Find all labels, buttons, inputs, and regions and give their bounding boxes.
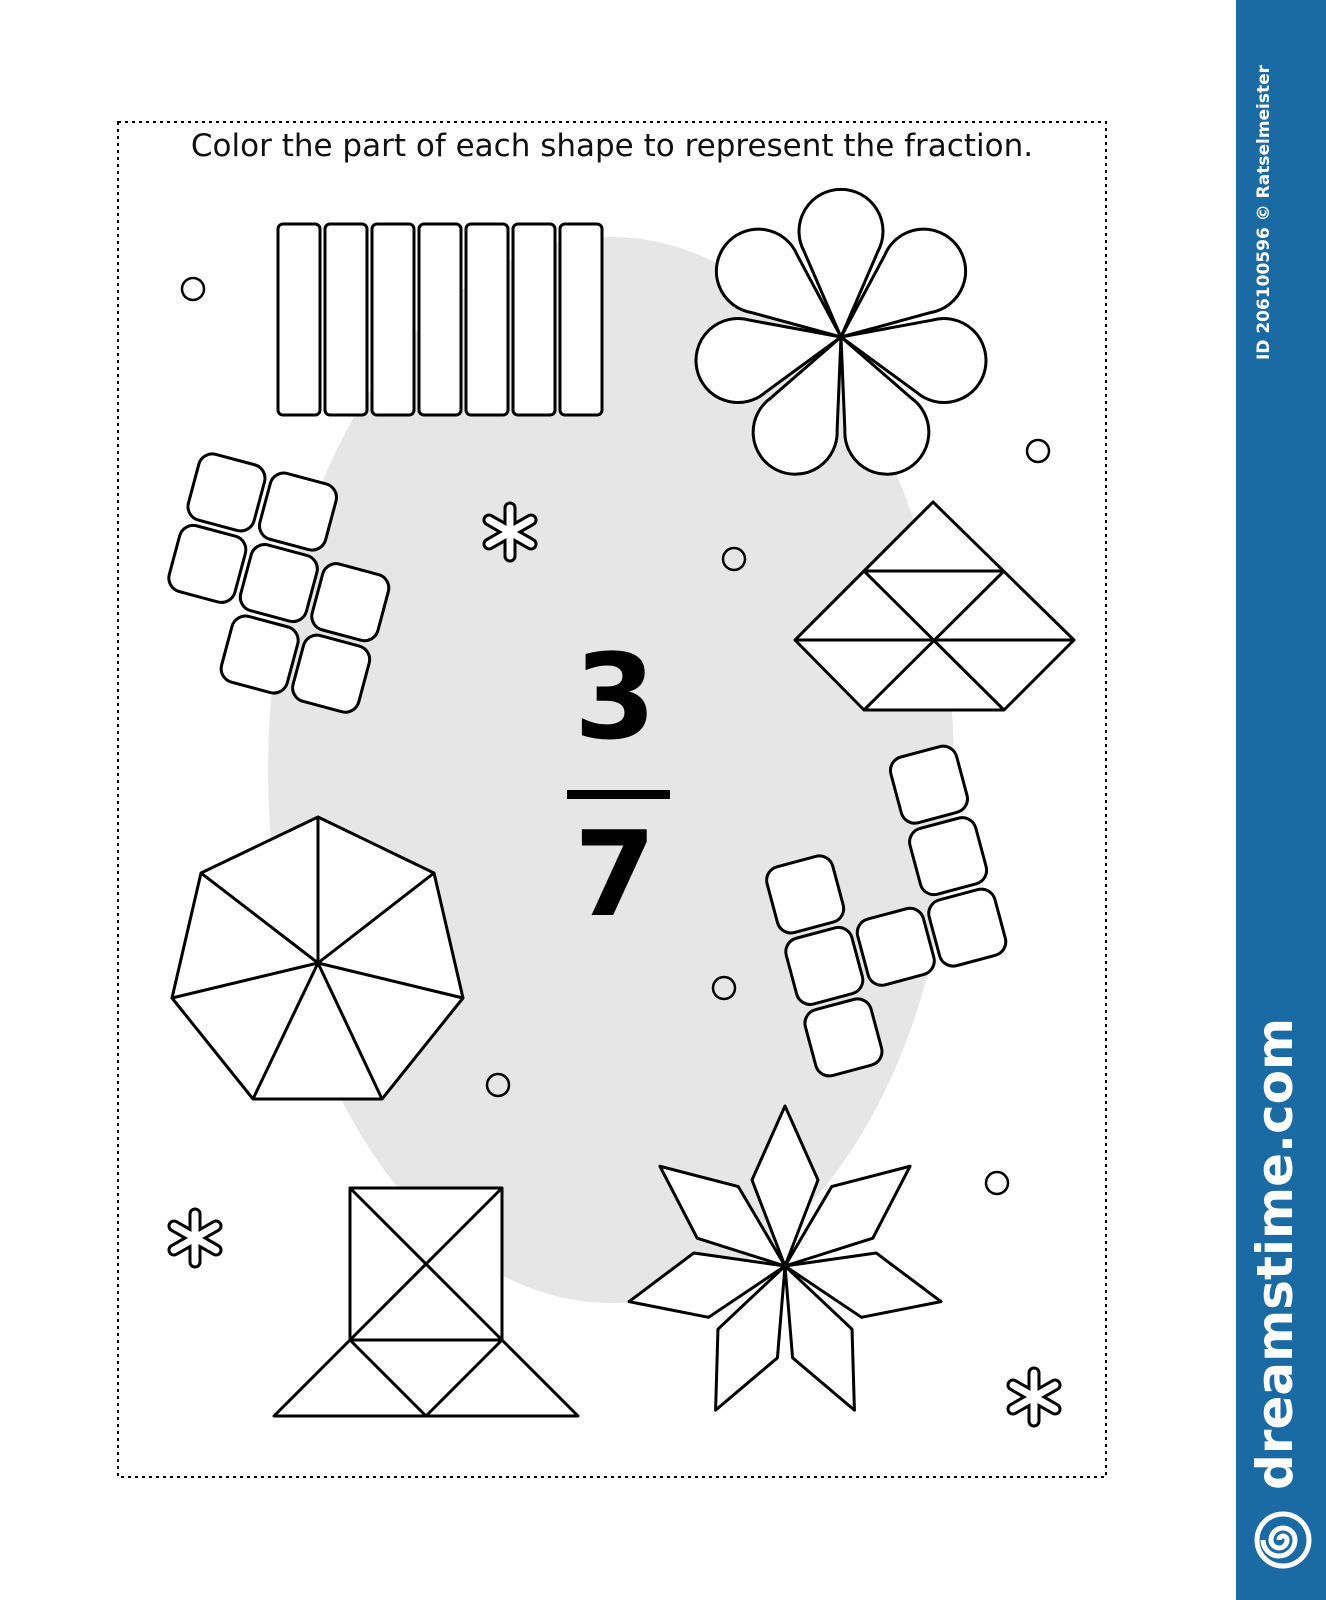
watermark-brand-text: dreamstime.com <box>1246 1017 1304 1490</box>
shape-vertical-bars <box>278 224 602 415</box>
watermark-id-text: ID 206100596 © Ratselmeister <box>1254 64 1274 360</box>
fraction-numerator: 3 <box>573 628 657 766</box>
watermark-id <box>1240 64 1274 361</box>
asterisk-icon <box>1013 1373 1055 1421</box>
instruction-text: Color the part of each shape to represent the fraction. <box>190 128 1034 164</box>
asterisk-icon <box>174 1214 216 1262</box>
watermark-brand <box>1246 1017 1304 1491</box>
fraction-denominator: 7 <box>573 805 657 943</box>
fraction-bar <box>567 790 670 799</box>
decorative-circle <box>986 1172 1008 1194</box>
decorative-circle <box>1027 440 1049 462</box>
decorative-circle <box>182 278 204 300</box>
